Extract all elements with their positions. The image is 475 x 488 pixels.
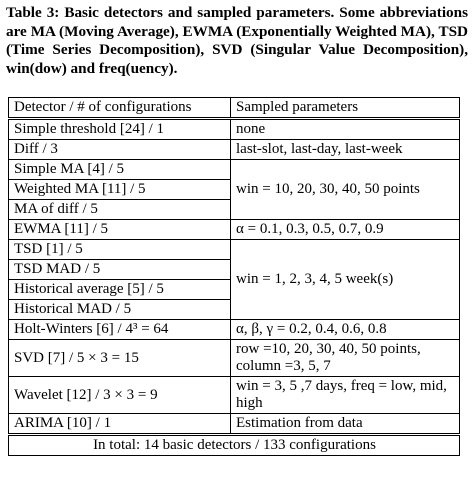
detector-tsd: TSD [1] / 5 (9, 240, 231, 260)
params-svd: row =10, 20, 30, 40, 50 points, column =3, 5, 7 (231, 340, 460, 377)
params-holt-winters: α, β, γ = 0.2, 0.4, 0.6, 0.8 (231, 320, 460, 340)
table-total: In total: 14 basic detectors / 133 configurations (9, 435, 460, 456)
detector-historical-average: Historical average [5] / 5 (9, 280, 231, 300)
detector-simple-threshold: Simple threshold [24] / 1 (9, 119, 231, 140)
detector-wavelet: Wavelet [12] / 3 × 3 = 9 (9, 377, 231, 414)
detector-ma-of-diff: MA of diff / 5 (9, 200, 231, 220)
header-detector: Detector / # of configurations (9, 98, 231, 119)
detectors-table-container (8, 97, 460, 456)
detector-holt-winters: Holt-Winters [6] / 4³ = 64 (9, 320, 231, 340)
detector-ewma: EWMA [11] / 5 (9, 220, 231, 240)
detector-historical-mad: Historical MAD / 5 (9, 300, 231, 320)
detector-simple-ma: Simple MA [4] / 5 (9, 160, 231, 180)
table-row (9, 220, 460, 240)
detector-tsd-mad: TSD MAD / 5 (9, 260, 231, 280)
table-row (9, 414, 460, 435)
table-row (9, 340, 460, 377)
table-row (9, 240, 460, 260)
params-simple-threshold: none (231, 119, 460, 140)
detector-svd: SVD [7] / 5 × 3 = 15 (9, 340, 231, 377)
params-diff: last-slot, last-day, last-week (231, 140, 460, 160)
table-caption: Table 3: Basic detectors and sampled parameters. Some abbreviations are MA (Moving Average), EWMA (Exponentially Weighted MA), TSD (Time Series Decomposition), SVD (Singular Value Decomposition), win(dow) and freq(uency). (6, 4, 468, 77)
table-row (9, 119, 460, 140)
params-arima: Estimation from data (231, 414, 460, 435)
table-header-row (9, 98, 460, 119)
table-row (9, 377, 460, 414)
detectors-table (8, 97, 460, 456)
detector-diff: Diff / 3 (9, 140, 231, 160)
table-row (9, 160, 460, 180)
header-parameters: Sampled parameters (231, 98, 460, 119)
detector-weighted-ma: Weighted MA [11] / 5 (9, 180, 231, 200)
params-ma-group: win = 10, 20, 30, 40, 50 points (231, 160, 460, 220)
table-total-row (9, 435, 460, 456)
params-ewma: α = 0.1, 0.3, 0.5, 0.7, 0.9 (231, 220, 460, 240)
detector-arima: ARIMA [10] / 1 (9, 414, 231, 435)
params-wavelet: win = 3, 5 ,7 days, freq = low, mid, high (231, 377, 460, 414)
params-tsd-group: win = 1, 2, 3, 4, 5 week(s) (231, 240, 460, 320)
table-row (9, 320, 460, 340)
table-row (9, 140, 460, 160)
